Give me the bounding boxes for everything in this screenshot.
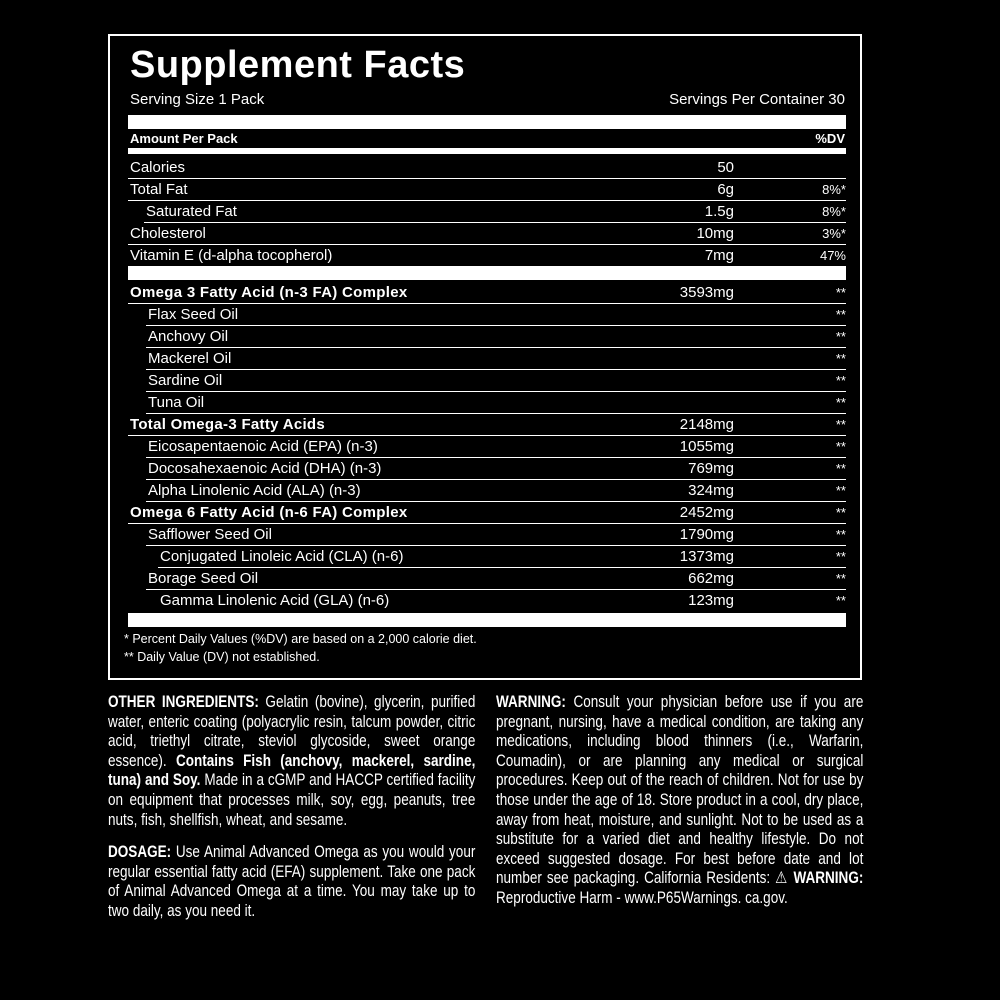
nutrient-dv: **	[835, 461, 846, 476]
nutrient-row	[158, 590, 846, 611]
nutrient-name: Total Omega-3 Fatty Acids	[130, 416, 326, 433]
nutrient-name: Gamma Linolenic Acid (GLA) (n-6)	[160, 592, 390, 609]
nutrient-row	[146, 480, 846, 502]
nutrient-name: Eicosapentaenoic Acid (EPA) (n-3)	[148, 438, 378, 455]
nutrient-name: Cholesterol	[130, 225, 206, 242]
serving-info	[130, 91, 845, 108]
nutrient-row	[146, 458, 846, 480]
nutrient-amount: 2452mg	[679, 504, 734, 521]
warning-triangle-icon: ⚠	[775, 869, 789, 888]
fatty-acid-rows	[128, 282, 846, 611]
nutrient-row	[146, 524, 846, 546]
nutrient-amount: 1790mg	[679, 526, 734, 543]
nutrient-row	[128, 179, 846, 201]
nutrient-amount: 3593mg	[679, 284, 734, 301]
top-nutrient-rows	[128, 157, 846, 266]
nutrient-dv: **	[835, 439, 846, 454]
nutrient-amount: 2148mg	[679, 416, 734, 433]
medium-divider	[128, 148, 846, 154]
nutrient-name: Conjugated Linoleic Acid (CLA) (n-6)	[160, 548, 404, 565]
nutrient-row	[128, 245, 846, 266]
panel-title: Supplement Facts	[130, 44, 466, 86]
nutrient-row	[146, 436, 846, 458]
nutrient-amount: 1055mg	[679, 438, 734, 455]
nutrient-name: Borage Seed Oil	[148, 570, 259, 587]
thick-divider	[128, 613, 846, 627]
nutrient-dv: **	[835, 417, 846, 432]
nutrient-name: Calories	[130, 159, 186, 176]
nutrient-amount: 769mg	[688, 460, 734, 477]
nutrient-name: Anchovy Oil	[148, 328, 229, 345]
dosage: DOSAGE: Use Animal Advanced Omega as you would your regular essential fatty acid (EFA) supplement. Take one pack of Animal Advanced Omega at a time. You may take up to two daily, as you need it.	[108, 843, 476, 920]
nutrient-amount: 123mg	[688, 592, 734, 609]
nutrient-row	[128, 223, 846, 245]
nutrient-amount: 50	[717, 159, 734, 176]
nutrient-amount: 1373mg	[679, 548, 734, 565]
nutrient-dv: **	[835, 329, 846, 344]
nutrient-name: Saturated Fat	[146, 203, 237, 220]
nutrient-amount: 1.5g	[704, 203, 734, 220]
nutrient-dv: **	[835, 285, 846, 300]
nutrient-dv: **	[835, 395, 846, 410]
nutrient-dv: **	[835, 505, 846, 520]
nutrient-dv: **	[835, 571, 846, 586]
nutrient-row	[128, 502, 846, 524]
nutrient-name: Omega 6 Fatty Acid (n-6 FA) Complex	[130, 504, 408, 521]
footnote-dv: * Percent Daily Values (%DV) are based on a 2,000 calorie diet.	[124, 632, 477, 646]
left-text-column	[108, 693, 475, 935]
nutrient-name: Omega 3 Fatty Acid (n-3 FA) Complex	[130, 284, 408, 301]
nutrient-row	[128, 414, 846, 436]
nutrient-name: Alpha Linolenic Acid (ALA) (n-3)	[148, 482, 361, 499]
nutrient-row	[128, 282, 846, 304]
nutrient-row	[146, 370, 846, 392]
dv-header: %DV	[815, 131, 845, 146]
nutrient-name: Vitamin E (d-alpha tocopherol)	[130, 247, 333, 264]
nutrient-dv: **	[835, 527, 846, 542]
serving-size: Serving Size 1 Pack	[130, 91, 265, 108]
nutrient-name: Total Fat	[130, 181, 188, 198]
nutrient-row	[128, 157, 846, 179]
nutrient-name: Docosahexaenoic Acid (DHA) (n-3)	[148, 460, 382, 477]
other-ingredients: OTHER INGREDIENTS: Gelatin (bovine), glycerin, purified water, enteric coating (polyacrylic resin, talcum powder, citric acid, triethyl citrate, steviol glycoside, sweet orange essence). Contains Fish (anchovy, mackerel, sardine, tuna) and Soy. Made in a cGMP and HACCP certified facility on equipment that processes milk, soy, egg, peanuts, tree nuts, fish, shellfish, wheat, and sesame.	[108, 693, 476, 829]
nutrient-amount: 662mg	[688, 570, 734, 587]
nutrient-name: Sardine Oil	[148, 372, 223, 389]
nutrient-row	[146, 392, 846, 414]
nutrient-dv: **	[835, 307, 846, 322]
nutrient-name: Flax Seed Oil	[148, 306, 239, 323]
nutrient-name: Safflower Seed Oil	[148, 526, 272, 543]
nutrient-row	[158, 546, 846, 568]
nutrient-dv: 3%*	[822, 226, 846, 241]
warning: WARNING: Consult your physician before use if you are pregnant, nursing, have a medical condition, are taking any medications, including blood thinners (i.e., Warfarin, Coumadin), or are planning any medical or surgical procedures. Keep out of the reach of children. Not for use by those under the age of 18. Store product in a cool, dry place, away from heat, moisture, and sunlight. Not to be used as a substitute for a varied diet and healthy lifestyle. Do not exceed suggested dosage. For best before date and lot number see packaging. California Residents: ⚠ WARNING: Reproductive Harm - www.P65Warnings. ca.gov.	[496, 693, 864, 907]
amount-per-pack-label: Amount Per Pack	[130, 131, 238, 146]
nutrient-row	[146, 568, 846, 590]
nutrient-dv: **	[835, 373, 846, 388]
thick-divider	[128, 115, 846, 129]
nutrient-dv: **	[835, 549, 846, 564]
footnote-not-established: ** Daily Value (DV) not established.	[124, 650, 320, 664]
nutrient-name: Mackerel Oil	[148, 350, 232, 367]
servings-per-container: Servings Per Container 30	[669, 91, 845, 108]
supplement-facts-panel	[108, 34, 862, 680]
nutrient-name: Tuna Oil	[148, 394, 205, 411]
nutrient-dv: **	[835, 483, 846, 498]
nutrient-amount: 324mg	[688, 482, 734, 499]
nutrient-dv: **	[835, 351, 846, 366]
amount-header	[130, 131, 845, 146]
nutrient-dv: 8%*	[822, 182, 846, 197]
nutrient-dv: **	[835, 593, 846, 608]
nutrient-amount: 6g	[717, 181, 734, 198]
nutrient-dv: 47%	[819, 248, 846, 263]
nutrient-amount: 7mg	[704, 247, 734, 264]
nutrient-amount: 10mg	[696, 225, 734, 242]
right-text-column	[496, 693, 863, 922]
nutrient-row	[146, 348, 846, 370]
nutrient-row	[146, 326, 846, 348]
nutrient-row	[146, 304, 846, 326]
nutrient-row	[144, 201, 846, 223]
thick-divider	[128, 266, 846, 280]
nutrient-dv: 8%*	[822, 204, 846, 219]
